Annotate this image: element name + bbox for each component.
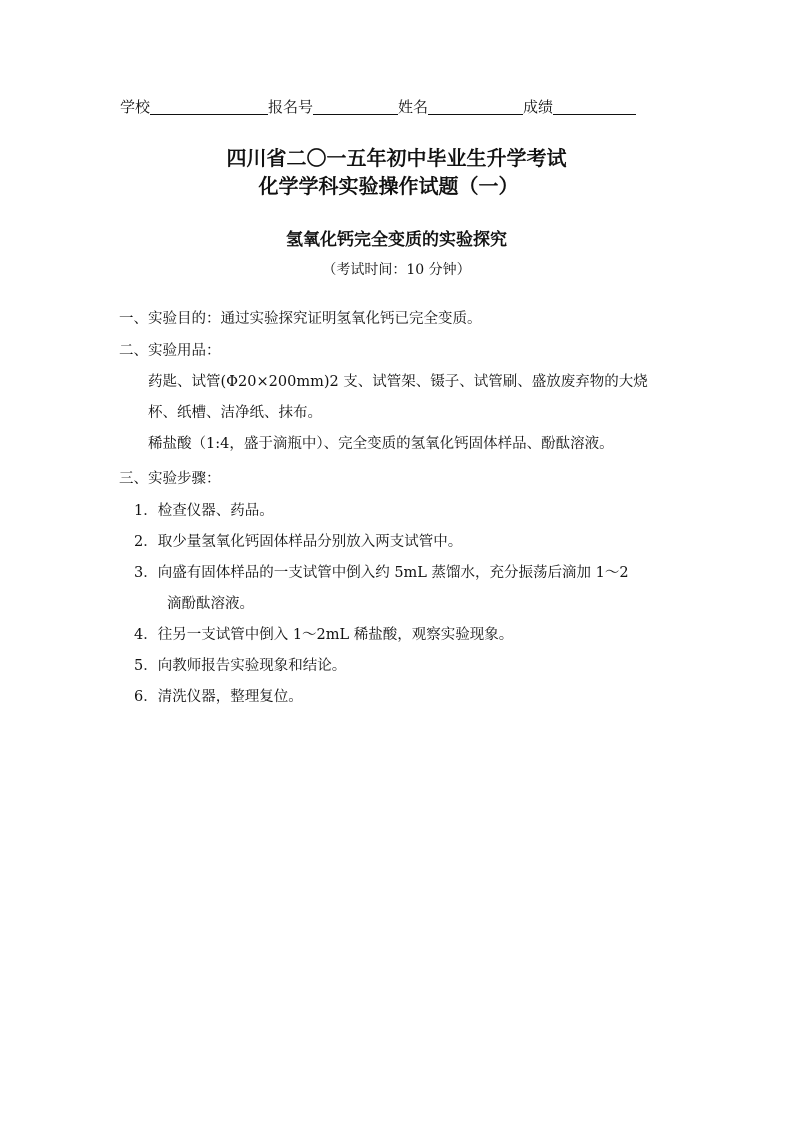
step-item: 3．向盛有固体样品的一支试管中倒入约 5mL 蒸馏水，充分振荡后滴加 1～2: [134, 565, 629, 581]
purpose-text: 一、实验目的：通过实验探究证明氢氧化钙已完全变质。: [119, 311, 482, 327]
number-label: 报名号: [268, 98, 314, 116]
experiment-title: 氢氧化钙完全变质的实验探究: [286, 230, 507, 250]
exam-title: 四川省二〇一五年初中毕业生升学考试: [226, 146, 567, 170]
materials-line-2: 杯、纸槽、洁净纸、抹布。: [148, 405, 322, 421]
step-item: 6．清洗仪器，整理复位。: [134, 689, 303, 705]
number-blank: [313, 98, 398, 115]
score-label: 成绩: [523, 98, 554, 116]
name-blank: [428, 98, 523, 115]
exam-subject-title: 化学学科实验操作试题（一）: [258, 174, 519, 198]
materials-line-3: 稀盐酸（1:4，盛于滴瓶中）、完全变质的氢氧化钙固体样品、酚酞溶液。: [148, 436, 614, 452]
step-item-continuation: 滴酚酞溶液。: [167, 596, 254, 612]
steps-heading: 三、实验步骤：: [119, 471, 221, 487]
name-label: 姓名: [398, 98, 429, 116]
score-blank: [553, 98, 636, 115]
materials-line-1: 药匙、试管(Φ20×200mm)2 支、试管架、镊子、试管刷、盛放废弃物的大烧: [148, 374, 648, 390]
step-item: 1．检查仪器、药品。: [134, 503, 274, 519]
candidate-info-line: [120, 97, 636, 117]
step-item: 4．往另一支试管中倒入 1～2mL 稀盐酸，观察实验现象。: [134, 627, 514, 643]
school-blank: [150, 98, 268, 115]
exam-time: （考试时间：10 分钟）: [322, 262, 471, 278]
school-label: 学校: [120, 98, 151, 116]
step-item: 2．取少量氢氧化钙固体样品分别放入两支试管中。: [134, 534, 463, 550]
step-item: 5．向教师报告实验现象和结论。: [134, 658, 347, 674]
materials-heading: 二、实验用品：: [119, 343, 221, 359]
